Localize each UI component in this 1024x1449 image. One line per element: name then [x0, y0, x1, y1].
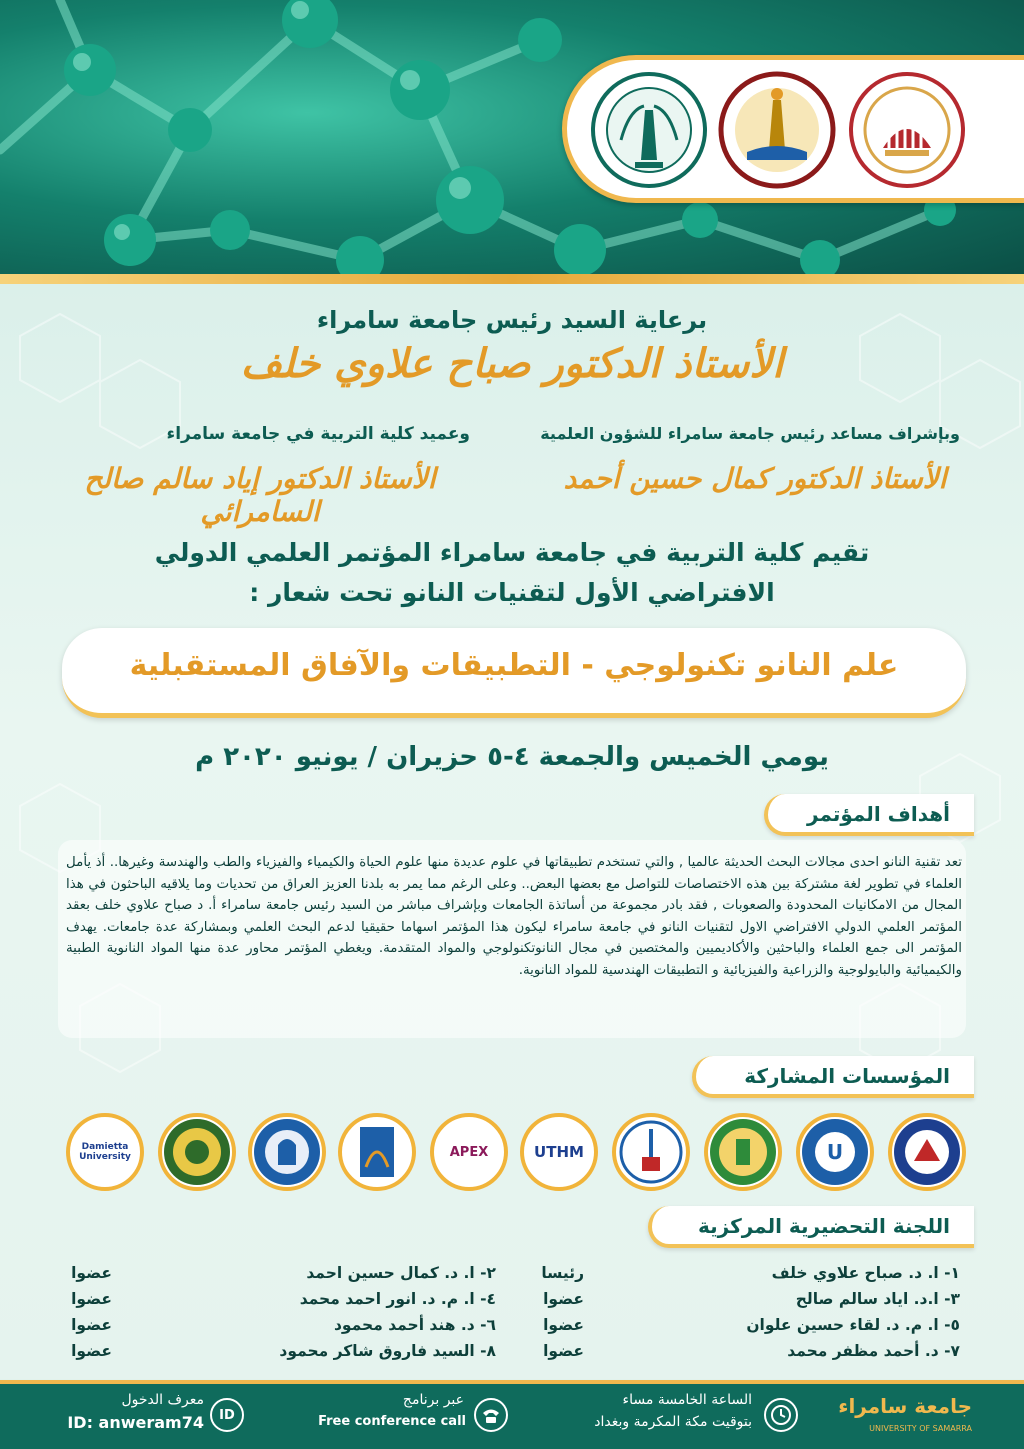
- institutions-heading: [692, 1056, 974, 1098]
- university-of-samarra-seal: [717, 70, 837, 190]
- committee-member: ١- ا. د. صباح علاوي خلف: [771, 1264, 960, 1282]
- president-name: الأستاذ الدكتور صباح علاوي خلف: [240, 340, 784, 387]
- committee-role: عضوا: [543, 1290, 584, 1308]
- institutions-heading-text: المؤسسات المشاركة: [744, 1064, 950, 1088]
- slogan-banner: [62, 628, 966, 718]
- partner-logo-uthm: UTHM: [520, 1113, 598, 1191]
- footer: [0, 1380, 1024, 1449]
- committee-heading-text: اللجنة التحضيرية المركزية: [698, 1214, 950, 1238]
- partner-logo-9: [158, 1113, 236, 1191]
- committee-member: ٢- ا. د. كمال حسين احمد: [306, 1264, 496, 1282]
- committee-role: عضوا: [71, 1342, 112, 1360]
- partner-logo-1: [888, 1113, 966, 1191]
- partner-logo-7: [338, 1113, 416, 1191]
- conference-date: يومي الخميس والجمعة ٤-٥ حزيران / يونيو ٢٠٢٠ م: [195, 742, 829, 772]
- svg-text:U: U: [826, 1140, 844, 1164]
- committee-member: ٥- ا. م. د. لقاء حسين علوان: [746, 1316, 960, 1334]
- college-of-education-seal: [589, 70, 709, 190]
- objectives-heading: [764, 794, 974, 836]
- committee-role: عضوا: [71, 1316, 112, 1334]
- assistant-president-title: وبإشراف مساعد رئيس جامعة سامراء للشؤون العلمية: [540, 424, 960, 443]
- footer-login-id: ID: anweram74: [67, 1413, 204, 1432]
- committee-role: عضوا: [71, 1290, 112, 1308]
- partner-logo-apex: APEX: [430, 1113, 508, 1191]
- committee-member: ٤- ا. م. د. انور احمد محمد: [299, 1290, 496, 1308]
- logo-tray: [562, 55, 1024, 203]
- patronage-line: برعاية السيد رئيس جامعة سامراء: [316, 306, 708, 334]
- intro-line-2: الافتراضي الأول لتقنيات النانو تحت شعار :: [249, 578, 775, 607]
- objectives-heading-text: أهداف المؤتمر: [807, 802, 950, 826]
- dean-name: الأستاذ الدكتور إياد سالم صالح السامرائي: [84, 462, 436, 528]
- committee-member: ٣- ا.د. اياد سالم صالح: [795, 1290, 960, 1308]
- footer-program-line-1: عبر برنامج: [402, 1392, 464, 1408]
- objectives-text: تعد تقنية النانو احدى مجالات البحث الحديثة عالميا , والتي تستخدم تطبيقاتها في علوم عديدة منها علوم الحياة والكيمياء والفيزياء والطب والهندسة وغيرها.. أذ يأمل العلماء في تطوير لغة مشتركة بين هذه الاختصاصات للتواصل مع بعضها البعض.. وعلى الرغم مما يمر به بلدنا العزيز العراق من تحديات وما يلاقيه الباحثون في هذا المجال من الامكانيات المحدودة والصعوبات , فقد بادر مجموعة من أساتذة الجامعات وبإشراف مباشر من السيد رئيس جامعة سامراء أ. د صباح علاوي خلف بعقد المؤتمر العلمي الدولي الافتراضي الاول لتقنيات النانو في جامعة سامراء ليكون هذا المؤتمر اسهاما حقيقيا لدعم البحث العلمي وبمشاركة عدة جامعات. يهدف المؤتمر الى جمع العلماء والباحثين والأكاديميين والمختصين في مجال النانوتكنولوجي والمواد المتقدمة. ويغطي المؤتمر محاور عدة منها المواد النانوية الطبية والكيميائية والبايولوجية والزراعية والفيزيائية و التطبيقات الهندسية للمواد النانوية.: [66, 855, 962, 978]
- committee-role: عضوا: [543, 1342, 584, 1360]
- header-gold-stripe: [0, 274, 1024, 284]
- committee-member: ٨- السيد فاروق شاكر محمود: [279, 1342, 496, 1360]
- clock-icon: [764, 1398, 798, 1432]
- footer-program-line-2: Free conference call: [318, 1414, 466, 1429]
- committee-role: عضوا: [71, 1264, 112, 1282]
- partner-logo-4: [612, 1113, 690, 1191]
- dean-title: وعميد كلية التربية في جامعة سامراء: [166, 424, 470, 444]
- footer-university-logo: جامعة سامراء: [838, 1394, 972, 1418]
- partner-logo-damietta: Damietta University: [66, 1113, 144, 1191]
- slogan-text: علم النانو تكنولوجي - التطبيقات والآفاق المستقبلية: [129, 648, 899, 683]
- phone-icon: [474, 1398, 508, 1432]
- committee-role: رئيسا: [541, 1264, 584, 1282]
- footer-university-logo-sub: UNIVERSITY OF SAMARRA: [869, 1424, 972, 1433]
- ministry-of-higher-education-seal: [847, 70, 967, 190]
- footer-time-line-2: بتوقيت مكة المكرمة وبغداد: [594, 1414, 752, 1430]
- intro-line-1: تقيم كلية التربية في جامعة سامراء المؤتمر العلمي الدولي: [154, 538, 870, 567]
- partner-logo-2: [796, 1113, 874, 1191]
- committee-role: عضوا: [543, 1316, 584, 1334]
- partner-logo-8: [248, 1113, 326, 1191]
- assistant-president-name: الأستاذ الدكتور كمال حسين أحمد: [563, 462, 947, 495]
- committee-heading: [648, 1206, 974, 1248]
- id-icon: ID: [210, 1398, 244, 1432]
- committee-member: ٧- د. أحمد مظفر محمد: [787, 1342, 960, 1360]
- footer-time-line-1: الساعة الخامسة مساء: [622, 1392, 752, 1408]
- footer-login-label: معرف الدخول: [121, 1392, 204, 1408]
- committee-member: ٦- د. هند أحمد محمود: [333, 1316, 496, 1334]
- partner-logo-3: [704, 1113, 782, 1191]
